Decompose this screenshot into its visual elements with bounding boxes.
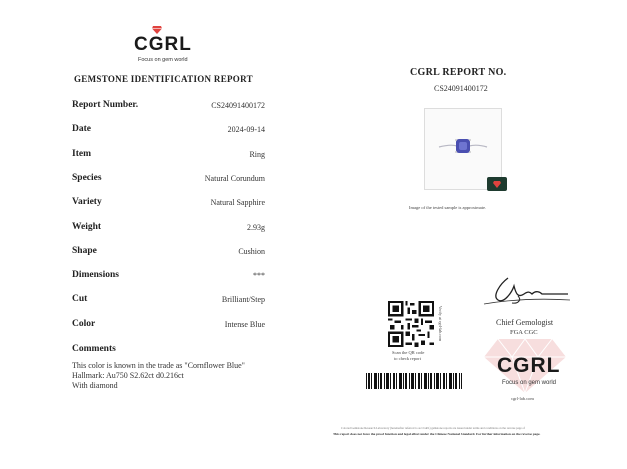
signature-title: Chief Gemologist xyxy=(496,318,554,327)
field-label: Weight xyxy=(72,221,102,232)
field-label: Report Number. xyxy=(72,100,139,110)
left-logo xyxy=(128,26,192,66)
field-value: Ring xyxy=(249,149,265,159)
qr-code xyxy=(388,301,434,347)
field-label: Item xyxy=(72,148,91,159)
field-label: Shape xyxy=(72,245,97,256)
field-value: Cushion xyxy=(238,246,265,256)
watermark-logo-tagline: Focus on gem world xyxy=(502,380,557,386)
disclaimer-line-1: Colored Gemstone Research Laboratory (hereinafter referred to as CGRL) gemstone reports are issued under terms and conditions on the reverse page of xyxy=(341,426,526,430)
gem-logo-icon xyxy=(152,26,162,34)
qr-caption-2: to check report xyxy=(394,356,421,361)
field-label: Cut xyxy=(72,294,88,305)
logo-text: CGRL xyxy=(134,34,192,55)
field-value: CS24091400172 xyxy=(211,101,265,110)
signature xyxy=(478,270,574,312)
field-label: Dimensions xyxy=(72,270,119,281)
website: cgrl-lab.com xyxy=(511,396,534,401)
field-label: Color xyxy=(72,318,96,329)
ring-photo xyxy=(437,137,489,157)
field-value: *** xyxy=(253,271,265,281)
qr-caption-1: Scan the QR code xyxy=(392,350,425,355)
logo-tagline: Focus on gem world xyxy=(138,57,188,63)
field-value: 2024-09-14 xyxy=(227,125,265,135)
report-title: GEMSTONE IDENTIFICATION REPORT xyxy=(74,74,253,84)
field-value: Intense Blue xyxy=(224,319,265,329)
comments-line-2: Hallmark: Au750 S2.62ct d0.216ct xyxy=(72,371,184,380)
field-value: Natural Sapphire xyxy=(210,198,265,208)
field-value: Brilliant/Step xyxy=(221,295,265,305)
field-label: Species xyxy=(72,172,102,183)
field-value: 2.93g xyxy=(247,222,265,232)
qr-side-text: Verify at cgrl-lab.com xyxy=(438,305,444,342)
field-value: Natural Corundum xyxy=(204,173,265,183)
photo-badge-icon xyxy=(487,177,507,191)
barcode xyxy=(366,373,462,389)
watermark-logo-text: CGRL xyxy=(497,354,561,377)
photo-caption: Image of the tested sample is approximate. xyxy=(409,205,487,210)
signature-sub: FGA CGC xyxy=(510,329,538,336)
report-no-title: CGRL REPORT NO. xyxy=(410,67,507,78)
report-no-value: CS24091400172 xyxy=(434,84,488,93)
disclaimer-line-2: This report does not have the proof function and legal effect under the Chinese National Standard. For further information on the reverse page. xyxy=(333,432,541,436)
field-label: Variety xyxy=(72,197,102,208)
comments-line-3: With diamond xyxy=(72,381,118,390)
field-label: Date xyxy=(72,124,91,135)
comments-line-1: This color is known in the trade as "Cornflower Blue" xyxy=(72,361,245,370)
comments-label: Comments xyxy=(72,344,116,354)
